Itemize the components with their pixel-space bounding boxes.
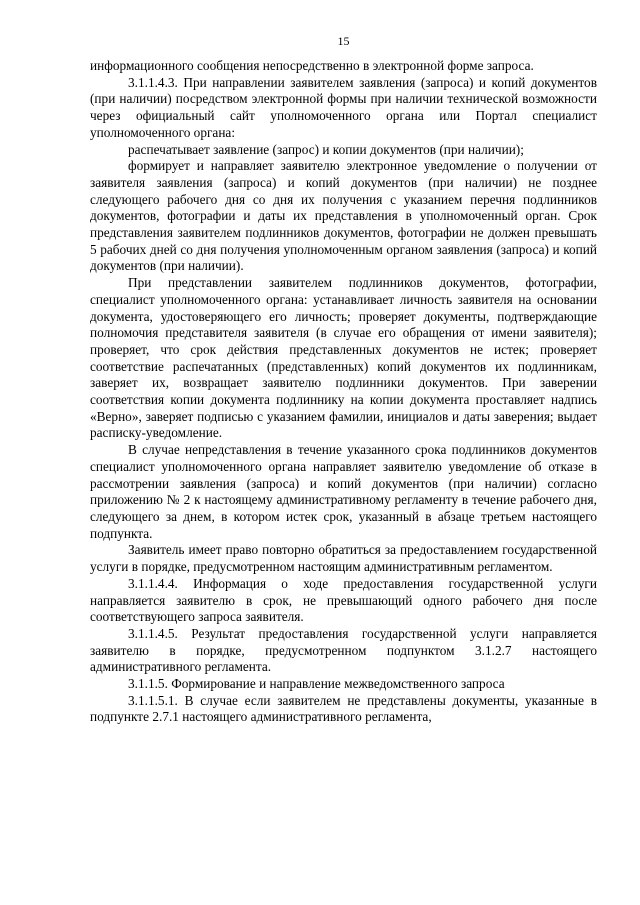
paragraph: 3.1.1.4.5. Результат предоставления государственной услуги направляется заявителю в порядке, предусмотренном подпунктом 3.1.2.7 настоящего административного регламента. <box>90 625 597 675</box>
paragraph: 3.1.1.4.3. При направлении заявителем заявления (запроса) и копий документов (при наличии) посредством электронной формы при наличии технической возможности через официальный сайт уполномоченного органа или Портал специалист уполномоченного органа: <box>90 74 597 140</box>
paragraph: При представлении заявителем подлинников документов, фотографии, специалист уполномоченного органа: устанавливает личность заявителя на основании документа, удостоверяющего его личность; проверяет документы, подтверждающие полномочия представителя заявителя (в случае его обращения от имени заявителя); проверяет, что срок действия представленных документов не истек; проверяет соответствие распечатанных (представленных) копий документов их подлинникам, заверяет их, возвращает заявителю подлинники документов. При заверении соответствия копии документа подлиннику на копии документа проставляет надпись «Верно», заверяет подписью с указанием фамилии, инициалов и даты заверения; выдает расписку-уведомление. <box>90 275 597 441</box>
paragraph: В случае непредставления в течение указанного срока подлинников документов специалист уполномоченного органа направляет заявителю уведомление об отказе в рассмотрении заявления (запроса) и копий документов (при наличии) согласно приложению № 2 к настоящему административному регламенту в течение рабочего дня, следующего за днем, в котором истек срок, указанный в абзаце третьем настоящего подпункта. <box>90 442 597 541</box>
paragraph: 3.1.1.5.1. В случае если заявителем не представлены документы, указанные в подпункте 2.7.1 настоящего административного регламента, <box>90 692 597 725</box>
paragraph: информационного сообщения непосредственно в электронной форме запроса. <box>90 58 534 73</box>
paragraph: 3.1.1.5. Формирование и направление межведомственного запроса <box>128 676 505 692</box>
paragraph: 3.1.1.4.4. Информация о ходе предоставления государственной услуги направляется заявителю в срок, не превышающий одного рабочего дня после соответствующего запроса заявителя. <box>90 575 597 625</box>
document-page <box>90 34 597 726</box>
page-number: 15 <box>337 34 350 48</box>
document-body <box>90 58 597 726</box>
paragraph: формирует и направляет заявителю электронное уведомление о получении от заявителя заявления (запроса) и копий документов (при наличии) не позднее следующего рабочего дня со дня их получения с указанием перечня подлинников документов, фотографии и даты их представления в уполномоченный орган. Срок представления заявителем подлинников документов, фотографии не должен превышать 5 рабочих дней со дня получения уполномоченным органом заявления (запроса) и копий документов (при наличии). <box>90 158 597 274</box>
paragraph: распечатывает заявление (запрос) и копии документов (при наличии); <box>128 141 524 157</box>
paragraph: Заявитель имеет право повторно обратиться за предоставлением государственной услуги в порядке, предусмотренном настоящим административным регламентом. <box>90 542 597 575</box>
